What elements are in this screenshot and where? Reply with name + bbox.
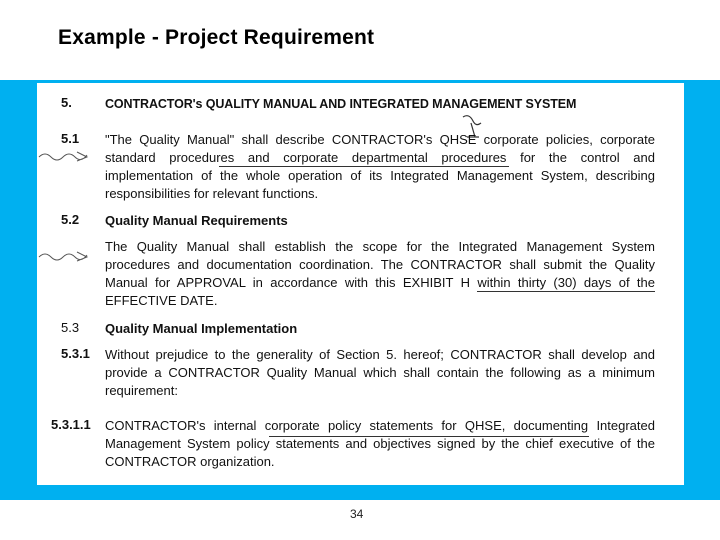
section-heading: Quality Manual Requirements [105,213,288,228]
slide-title: Example - Project Requirement [58,26,375,49]
handwritten-underline [269,435,589,437]
section-text: "The Quality Manual" shall describe CONTRACTOR's QHSE corporate policies, corporate standard procedures and corporate departmental procedures for the control and implementation of the whole operation of its Integrated Management System, describing responsibilities for relevant functions. [105,132,655,201]
slide-title-bar [0,0,720,80]
section-number: 5.3.1.1 [51,417,91,432]
section-number: 5.3.1 [61,346,90,361]
section-text: CONTRACTOR's internal corporate policy statements for QHSE, documenting Integrated Management System policy statements and objectives signed by the chief executive of the CONTRACTOR organization. [105,418,655,469]
handwritten-underline [219,165,509,167]
section-number: 5.3 [61,320,80,335]
document-scan [37,83,684,485]
handwritten-underline [477,290,655,292]
section-heading: CONTRACTOR's QUALITY MANUAL AND INTEGRATED MANAGEMENT SYSTEM [105,97,577,111]
section-number: 5.1 [61,131,80,146]
section-heading: Quality Manual Implementation [105,321,298,336]
margin-scribble [37,249,95,263]
section-text: Without prejudice to the generality of Section 5. hereof; CONTRACTOR shall develop and provide a CONTRACTOR Quality Manual which shall contain the following as a minimum requirement: [105,347,655,398]
section-number: 5. [61,95,72,110]
margin-scribble [37,149,95,163]
page-number: 34 [350,507,364,521]
section-text: The Quality Manual shall establish the scope for the Integrated Management System procedures and documentation coordination. The CONTRACTOR shall submit the Quality Manual for APPROVAL in accordance with this EXHIBIT H within thirty (30) days of the EFFECTIVE DATE. [105,239,655,308]
section-number: 5.2 [61,212,80,227]
